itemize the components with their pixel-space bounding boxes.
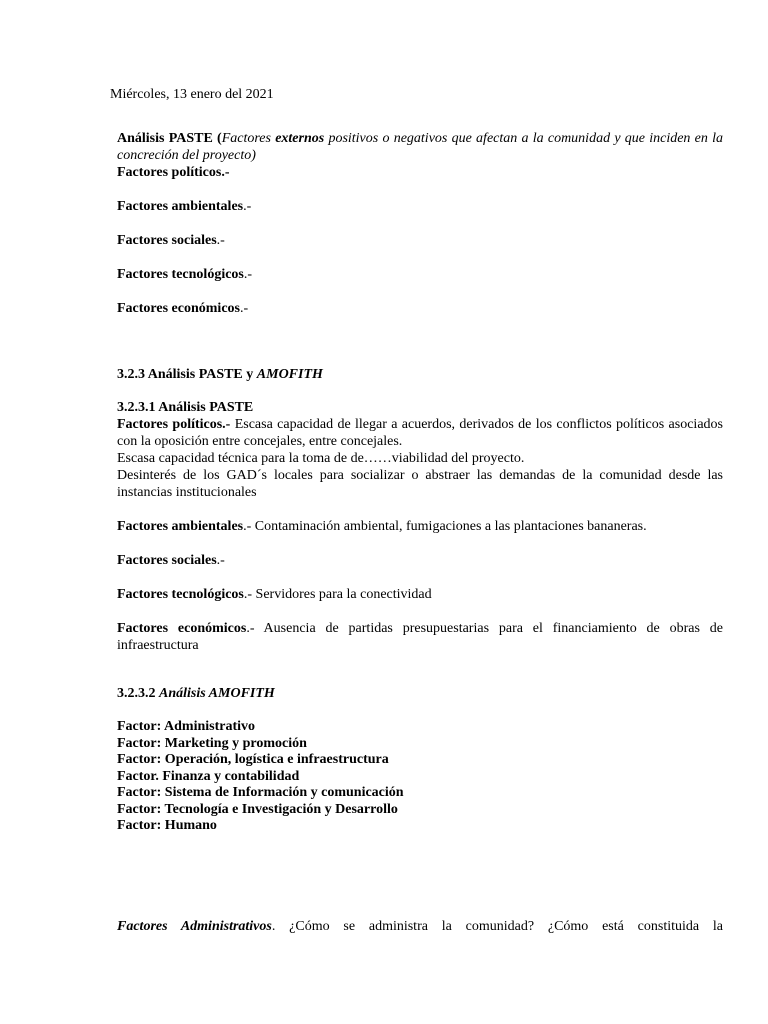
section-3232-heading: [117, 685, 723, 702]
intro-factor-tecnologicos-suffix: .-: [243, 267, 253, 282]
paste-intro-desc-1: Factores: [221, 131, 276, 146]
closing-paragraph: [117, 918, 723, 935]
sociales-paragraph: [117, 552, 723, 569]
paste-intro-desc-bold: externos: [275, 131, 325, 146]
amofith-factor-item: Factor: Marketing y promoción: [117, 735, 307, 751]
intro-factor-sociales: [117, 232, 723, 249]
intro-factor-politicos: Factores políticos.-: [117, 165, 230, 180]
politicos-paragraph: [117, 416, 723, 450]
intro-factor-sociales-suffix: .-: [216, 233, 225, 248]
amofith-factor-item: Factor: Operación, logística e infraestructura: [117, 752, 389, 767]
intro-factor-economicos: [117, 300, 723, 317]
tecnologicos-label: Factores tecnológicos: [117, 587, 244, 602]
amofith-factor-item: Factor: Administrativo: [117, 719, 256, 734]
intro-factor-ambientales-suffix: .-: [243, 199, 252, 214]
intro-factor-tecnologicos-label: Factores tecnológicos: [117, 267, 244, 282]
economicos-text: .- Ausencia de partidas presupuestarias para el financiamiento de obras de infraestructura: [117, 621, 723, 653]
intro-factor-ambientales: [117, 198, 723, 215]
politicos-text: Escasa capacidad de llegar a acuerdos, derivados de los conflictos políticos asociados con la oposición entre concejales, entre concejales.: [117, 417, 723, 449]
section-3231: [117, 399, 723, 654]
economicos-label: Factores económicos: [117, 621, 247, 636]
amofith-factor-item: Factor. Finanza y contabilidad: [117, 768, 300, 784]
paste-intro-section: [117, 130, 723, 317]
economicos-paragraph: [117, 620, 723, 654]
section-3232-heading-italic: Análisis AMOFITH: [159, 686, 275, 701]
politicos-line-2: Escasa capacidad técnica para la toma de de……viabilidad del proyecto.: [117, 451, 525, 466]
politicos-line-3: Desinterés de los GAD´s locales para socializar o abstraer las demandas de la comunidad desde las instancias institucionales: [117, 468, 723, 500]
section-323-heading: [117, 366, 723, 383]
intro-factor-ambientales-label: Factores ambientales: [117, 199, 244, 214]
amofith-factor-list: [117, 719, 723, 835]
section-3232: [117, 685, 723, 835]
amofith-factor-item: Factor: Tecnología e Investigación y Desarrollo: [117, 801, 398, 817]
amofith-factor-item: Factor: Sistema de Información y comunicación: [117, 785, 404, 800]
sociales-label: Factores sociales: [117, 553, 217, 568]
paste-intro-heading: [117, 130, 723, 164]
sociales-text: .-: [216, 553, 225, 568]
intro-factor-economicos-suffix: .-: [239, 301, 249, 316]
ambientales-text: .- Contaminación ambiental, fumigaciones a las plantaciones bananeras.: [243, 519, 647, 534]
section-3232-heading-num: 3.2.3.2: [117, 686, 159, 701]
document-date: Miércoles, 13 enero del 2021: [110, 87, 274, 102]
amofith-factor-item: Factor: Humano: [117, 818, 217, 833]
paste-intro-title: Análisis PASTE: [117, 131, 213, 146]
ambientales-label: Factores ambientales: [117, 519, 244, 534]
section-3231-heading: 3.2.3.1 Análisis PASTE: [117, 400, 254, 415]
intro-factor-economicos-label: Factores económicos: [117, 301, 240, 316]
closing-text: . ¿Cómo se administra la comunidad? ¿Cómo está constituida la: [271, 919, 723, 934]
ambientales-paragraph: [117, 518, 723, 535]
intro-factor-sociales-label: Factores sociales: [117, 233, 217, 248]
paste-intro-paren: (: [212, 131, 222, 146]
closing-label: Factores Administrativos: [117, 919, 272, 934]
paste-intro-desc-2: positivos o negativos que afectan a la comunidad y que inciden en la concreción del proyecto): [117, 131, 724, 163]
politicos-label: Factores políticos.-: [117, 417, 231, 432]
intro-factor-tecnologicos: [117, 266, 723, 283]
section-323-heading-italic: AMOFITH: [256, 367, 323, 382]
tecnologicos-text: .- Servidores para la conectividad: [243, 587, 432, 602]
section-323-heading-text: 3.2.3 Análisis PASTE y: [117, 367, 257, 382]
tecnologicos-paragraph: [117, 586, 723, 603]
